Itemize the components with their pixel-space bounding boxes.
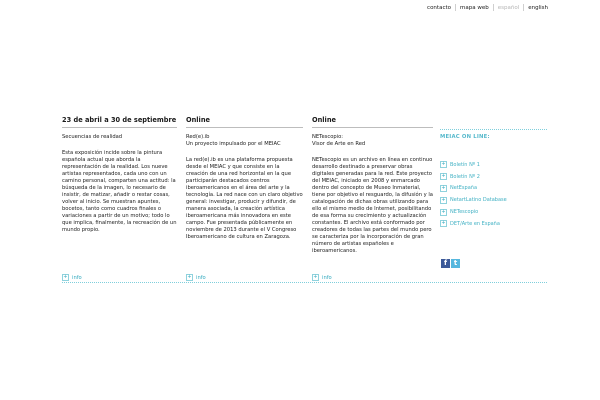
- plus-icon: +: [313, 274, 318, 280]
- info-label: info: [72, 274, 82, 281]
- social-links: [441, 259, 460, 268]
- column-subtitle: Secuencias de realidad: [62, 134, 123, 140]
- sidebar-item-label: NetartLatino Database: [450, 197, 507, 204]
- sidebar-item-det-arte[interactable]: [440, 218, 547, 230]
- column-subtitle: NETescopio: Visor de Arte en Red: [312, 134, 366, 147]
- column-heading: Online: [312, 116, 336, 124]
- twitter-icon[interactable]: t: [451, 259, 460, 268]
- plus-icon: +: [441, 184, 446, 191]
- column-rule: [186, 127, 303, 128]
- info-label: info: [322, 274, 332, 281]
- info-link[interactable]: [186, 274, 206, 281]
- column-rule: [312, 127, 433, 128]
- sidebar-item-boletin-2[interactable]: [440, 171, 547, 183]
- info-label: info: [196, 274, 206, 281]
- plus-icon: +: [441, 208, 446, 215]
- bottom-dotted-divider: [62, 282, 547, 283]
- nav-divider: [523, 4, 524, 11]
- nav-divider: [455, 4, 456, 11]
- plus-icon: +: [63, 274, 68, 280]
- column-heading: Online: [186, 116, 210, 124]
- sidebar-item-label: Boletín Nº 2: [450, 173, 480, 180]
- plus-icon: +: [187, 274, 192, 280]
- english-link[interactable]: english: [528, 4, 548, 11]
- plus-icon: +: [441, 161, 446, 168]
- sidebar-rule: [440, 129, 547, 130]
- mapa-web-link[interactable]: mapa web: [460, 4, 489, 11]
- column-body: Esta exposición incide sobre la pintura española actual que aborda la representación de la realidad. Los nueve artistas representados, cada uno con un camino personal, comparten una actitud: la búsqueda de la imagen, lo necesario de insistir, de matizar, añadir o restar cosas, volver al inicio. Se muestran apuntes, bocetos, tanto como cuadros finales o variaciones a partir de un motivo; todo lo que implica, finalmente, la recreación de un mundo propio.: [62, 150, 177, 233]
- espanol-link[interactable]: español: [497, 4, 520, 11]
- sidebar-item-netescopio[interactable]: [440, 206, 547, 218]
- contacto-link[interactable]: contacto: [427, 4, 451, 11]
- sidebar-item-label: Boletín Nº 1: [450, 161, 480, 168]
- sidebar-item-label: NETescopio: [450, 209, 479, 216]
- column-rule: [62, 127, 177, 128]
- meiac-online-sidebar: [440, 116, 547, 230]
- sidebar-item-netespana[interactable]: [440, 183, 547, 195]
- column-body: NETescopio es un archivo en línea en continuo desarrollo destinado a preservar obras digitales generadas para la red. Este proyecto del MEIAC, iniciado en 2008 y enmarcado dentro del concepto de Museo Inmaterial, tiene por objetivo el resguardo, la difusión y la catalogación de dichas obras utilizando para ello el mismo medio de Internet, posibilitando de esa forma su crecimiento y actualización constantes. El archivo está conformado por creadores de todas las partes del mundo pero se caracteriza por la incorporación de gran número de artistas españoles e iberoamericanos.: [312, 157, 433, 254]
- sidebar-list: [440, 159, 547, 230]
- column-body: La red(e).ib es una plataforma propuesta desde el MEIAC y que consiste en la creación de una red horizontal en la que participarán destacados centros iberoamericanos en el área del arte y la tecnología. La red nace con un claro objetivo general: investigar, producir y difundir, de manera asociada, la creación artística iberoamericana más innovadora en este campo. Fue presentada públicamente en noviembre de 2013 durante el V Congreso Iberoamericano de cultura en Zaragoza.: [186, 157, 303, 240]
- exhibition-column: [62, 116, 177, 234]
- plus-icon: +: [441, 220, 446, 227]
- netescopio-column: [312, 116, 433, 255]
- sidebar-item-boletin-1[interactable]: [440, 159, 547, 171]
- nav-divider: [493, 4, 494, 11]
- sidebar-label: MEIAC ON LINE:: [440, 134, 490, 140]
- top-navigation: [427, 4, 548, 11]
- column-heading: 23 de abril a 30 de septiembre: [62, 116, 177, 124]
- sidebar-item-label: DET/Arte en España: [450, 220, 500, 227]
- plus-icon: +: [441, 196, 446, 203]
- sidebar-item-label: NetEspaña: [450, 185, 478, 192]
- column-subtitle: Red(e).ib Un proyecto impulsado por el MEIAC: [186, 134, 281, 147]
- info-link[interactable]: [312, 274, 332, 281]
- facebook-icon[interactable]: f: [441, 259, 450, 268]
- plus-icon: +: [441, 173, 446, 180]
- sidebar-item-netartlatino[interactable]: [440, 194, 547, 206]
- info-link[interactable]: [62, 274, 82, 281]
- rede-ib-column: [186, 116, 303, 241]
